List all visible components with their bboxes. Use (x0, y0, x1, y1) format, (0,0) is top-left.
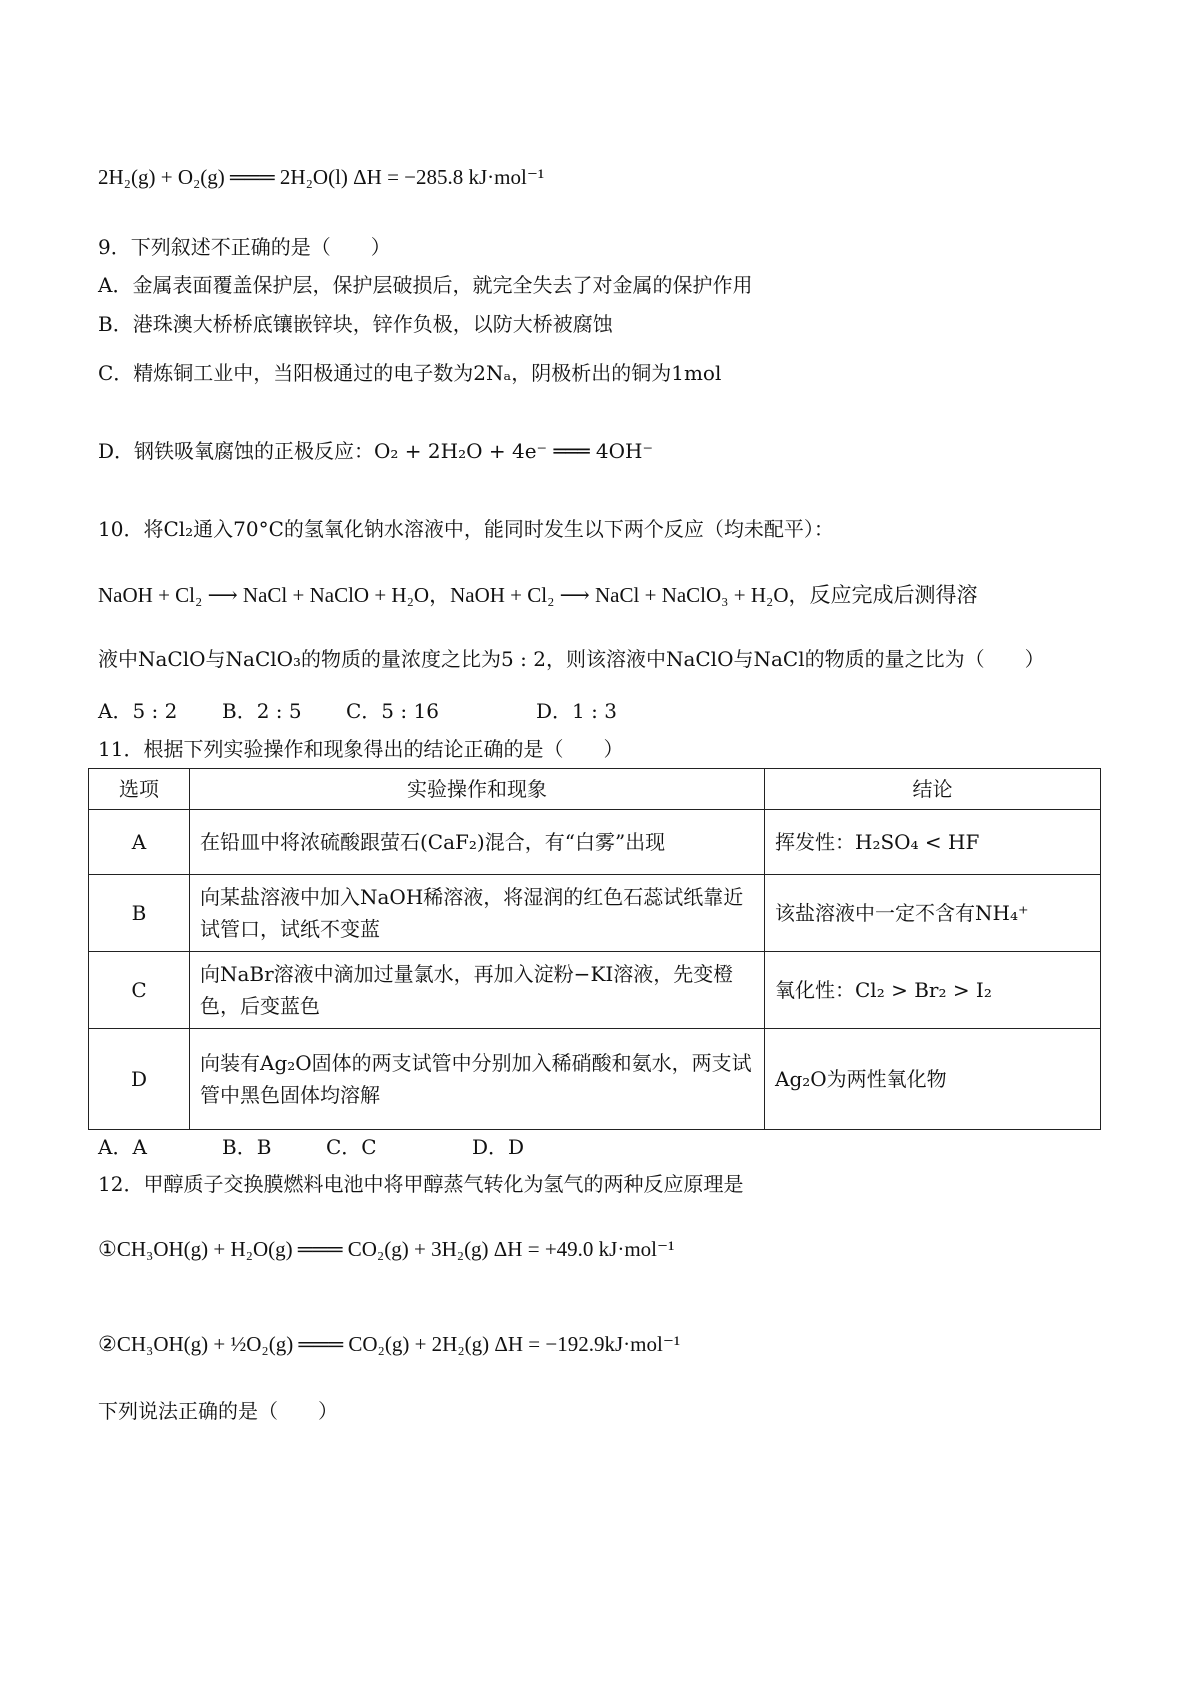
top-equation: 2H₂(g) + O₂(g) ═══ 2H₂O(l) ΔH = −285.8 kJ·mol⁻¹ (98, 165, 545, 189)
q9-stem: 9．下列叙述不正确的是（ ） (98, 235, 391, 259)
row-conclusion: Ag₂O为两性氧化物 (765, 1029, 1101, 1130)
q10-stem: 10．将Cl₂通入70°C的氢氧化钠水溶液中，能同时发生以下两个反应（均未配平）： (98, 517, 834, 541)
q9-option-b: B．港珠澳大桥桥底镶嵌锌块，锌作负极，以防大桥被腐蚀 (98, 312, 613, 336)
q11-option-b: B．B (222, 1135, 272, 1159)
q11-options (98, 1133, 524, 1161)
q10-option-c: C．5 : 16 (346, 699, 439, 723)
q9-option-a: A．金属表面覆盖保护层，保护层破损后，就完全失去了对金属的保护作用 (98, 273, 753, 297)
q9-option-c: C．精炼铜工业中，当阳极通过的电子数为2Nₐ，阴极析出的铜为1mol (98, 361, 722, 385)
header-option: 选项 (89, 769, 190, 810)
table-row (89, 875, 1101, 952)
q11-option-a: A．A (98, 1135, 147, 1159)
q12-prompt: 下列说法正确的是（ ） (98, 1399, 338, 1423)
q10-continuation: 液中NaClO与NaClO₃的物质的量浓度之比为5 : 2，则该溶液中NaClO与NaCl的物质的量之比为（ ） (98, 647, 1045, 671)
table-row (89, 810, 1101, 875)
row-conclusion: 氧化性：Cl₂ > Br₂ > I₂ (765, 952, 1101, 1029)
q10-reactions: NaOH + Cl₂ ⟶ NaCl + NaClO + H₂O，NaOH + Cl₂ ⟶ NaCl + NaClO₃ + H₂O，反应完成后测得溶 (98, 583, 978, 607)
q12-stem: 12．甲醇质子交换膜燃料电池中将甲醇蒸气转化为氢气的两种反应原理是 (98, 1172, 744, 1196)
row-operation: 向NaBr溶液中滴加过量氯水，再加入淀粉−KI溶液，先变橙色，后变蓝色 (190, 952, 765, 1029)
header-conclusion: 结论 (765, 769, 1101, 810)
q10-option-a: A．5 : 2 (98, 699, 178, 723)
q11-option-d: D．D (472, 1135, 525, 1159)
row-option: A (89, 810, 190, 875)
q10-option-b: B．2 : 5 (222, 699, 302, 723)
q10-option-d: D．1 : 3 (536, 699, 617, 723)
row-conclusion: 该盐溶液中一定不含有NH₄⁺ (765, 875, 1101, 952)
q12-reaction-2: ②CH₃OH(g) + ½O₂(g) ═══ CO₂(g) + 2H₂(g) ΔH = −192.9kJ·mol⁻¹ (98, 1332, 681, 1356)
table-header-row (89, 769, 1101, 810)
row-operation: 在铅皿中将浓硫酸跟萤石(CaF₂)混合，有“白雾”出现 (190, 810, 765, 875)
table-row (89, 952, 1101, 1029)
q11-option-c: C．C (326, 1135, 377, 1159)
table-row (89, 1029, 1101, 1130)
q10-options (98, 697, 617, 725)
experiment-table (88, 768, 1101, 1130)
row-option: C (89, 952, 190, 1029)
row-operation: 向装有Ag₂O固体的两支试管中分别加入稀硝酸和氨水，两支试管中黑色固体均溶解 (190, 1029, 765, 1130)
q9-option-d: D．钢铁吸氧腐蚀的正极反应：O₂ + 2H₂O + 4e⁻ ═══ 4OH⁻ (98, 439, 654, 463)
row-operation: 向某盐溶液中加入NaOH稀溶液，将湿润的红色石蕊试纸靠近试管口，试纸不变蓝 (190, 875, 765, 952)
q11-stem: 11．根据下列实验操作和现象得出的结论正确的是（ ） (98, 737, 624, 761)
row-option: B (89, 875, 190, 952)
row-option: D (89, 1029, 190, 1130)
header-operation: 实验操作和现象 (190, 769, 765, 810)
q12-reaction-1: ①CH₃OH(g) + H₂O(g) ═══ CO₂(g) + 3H₂(g) ΔH = +49.0 kJ·mol⁻¹ (98, 1237, 675, 1261)
row-conclusion: 挥发性：H₂SO₄ < HF (765, 810, 1101, 875)
